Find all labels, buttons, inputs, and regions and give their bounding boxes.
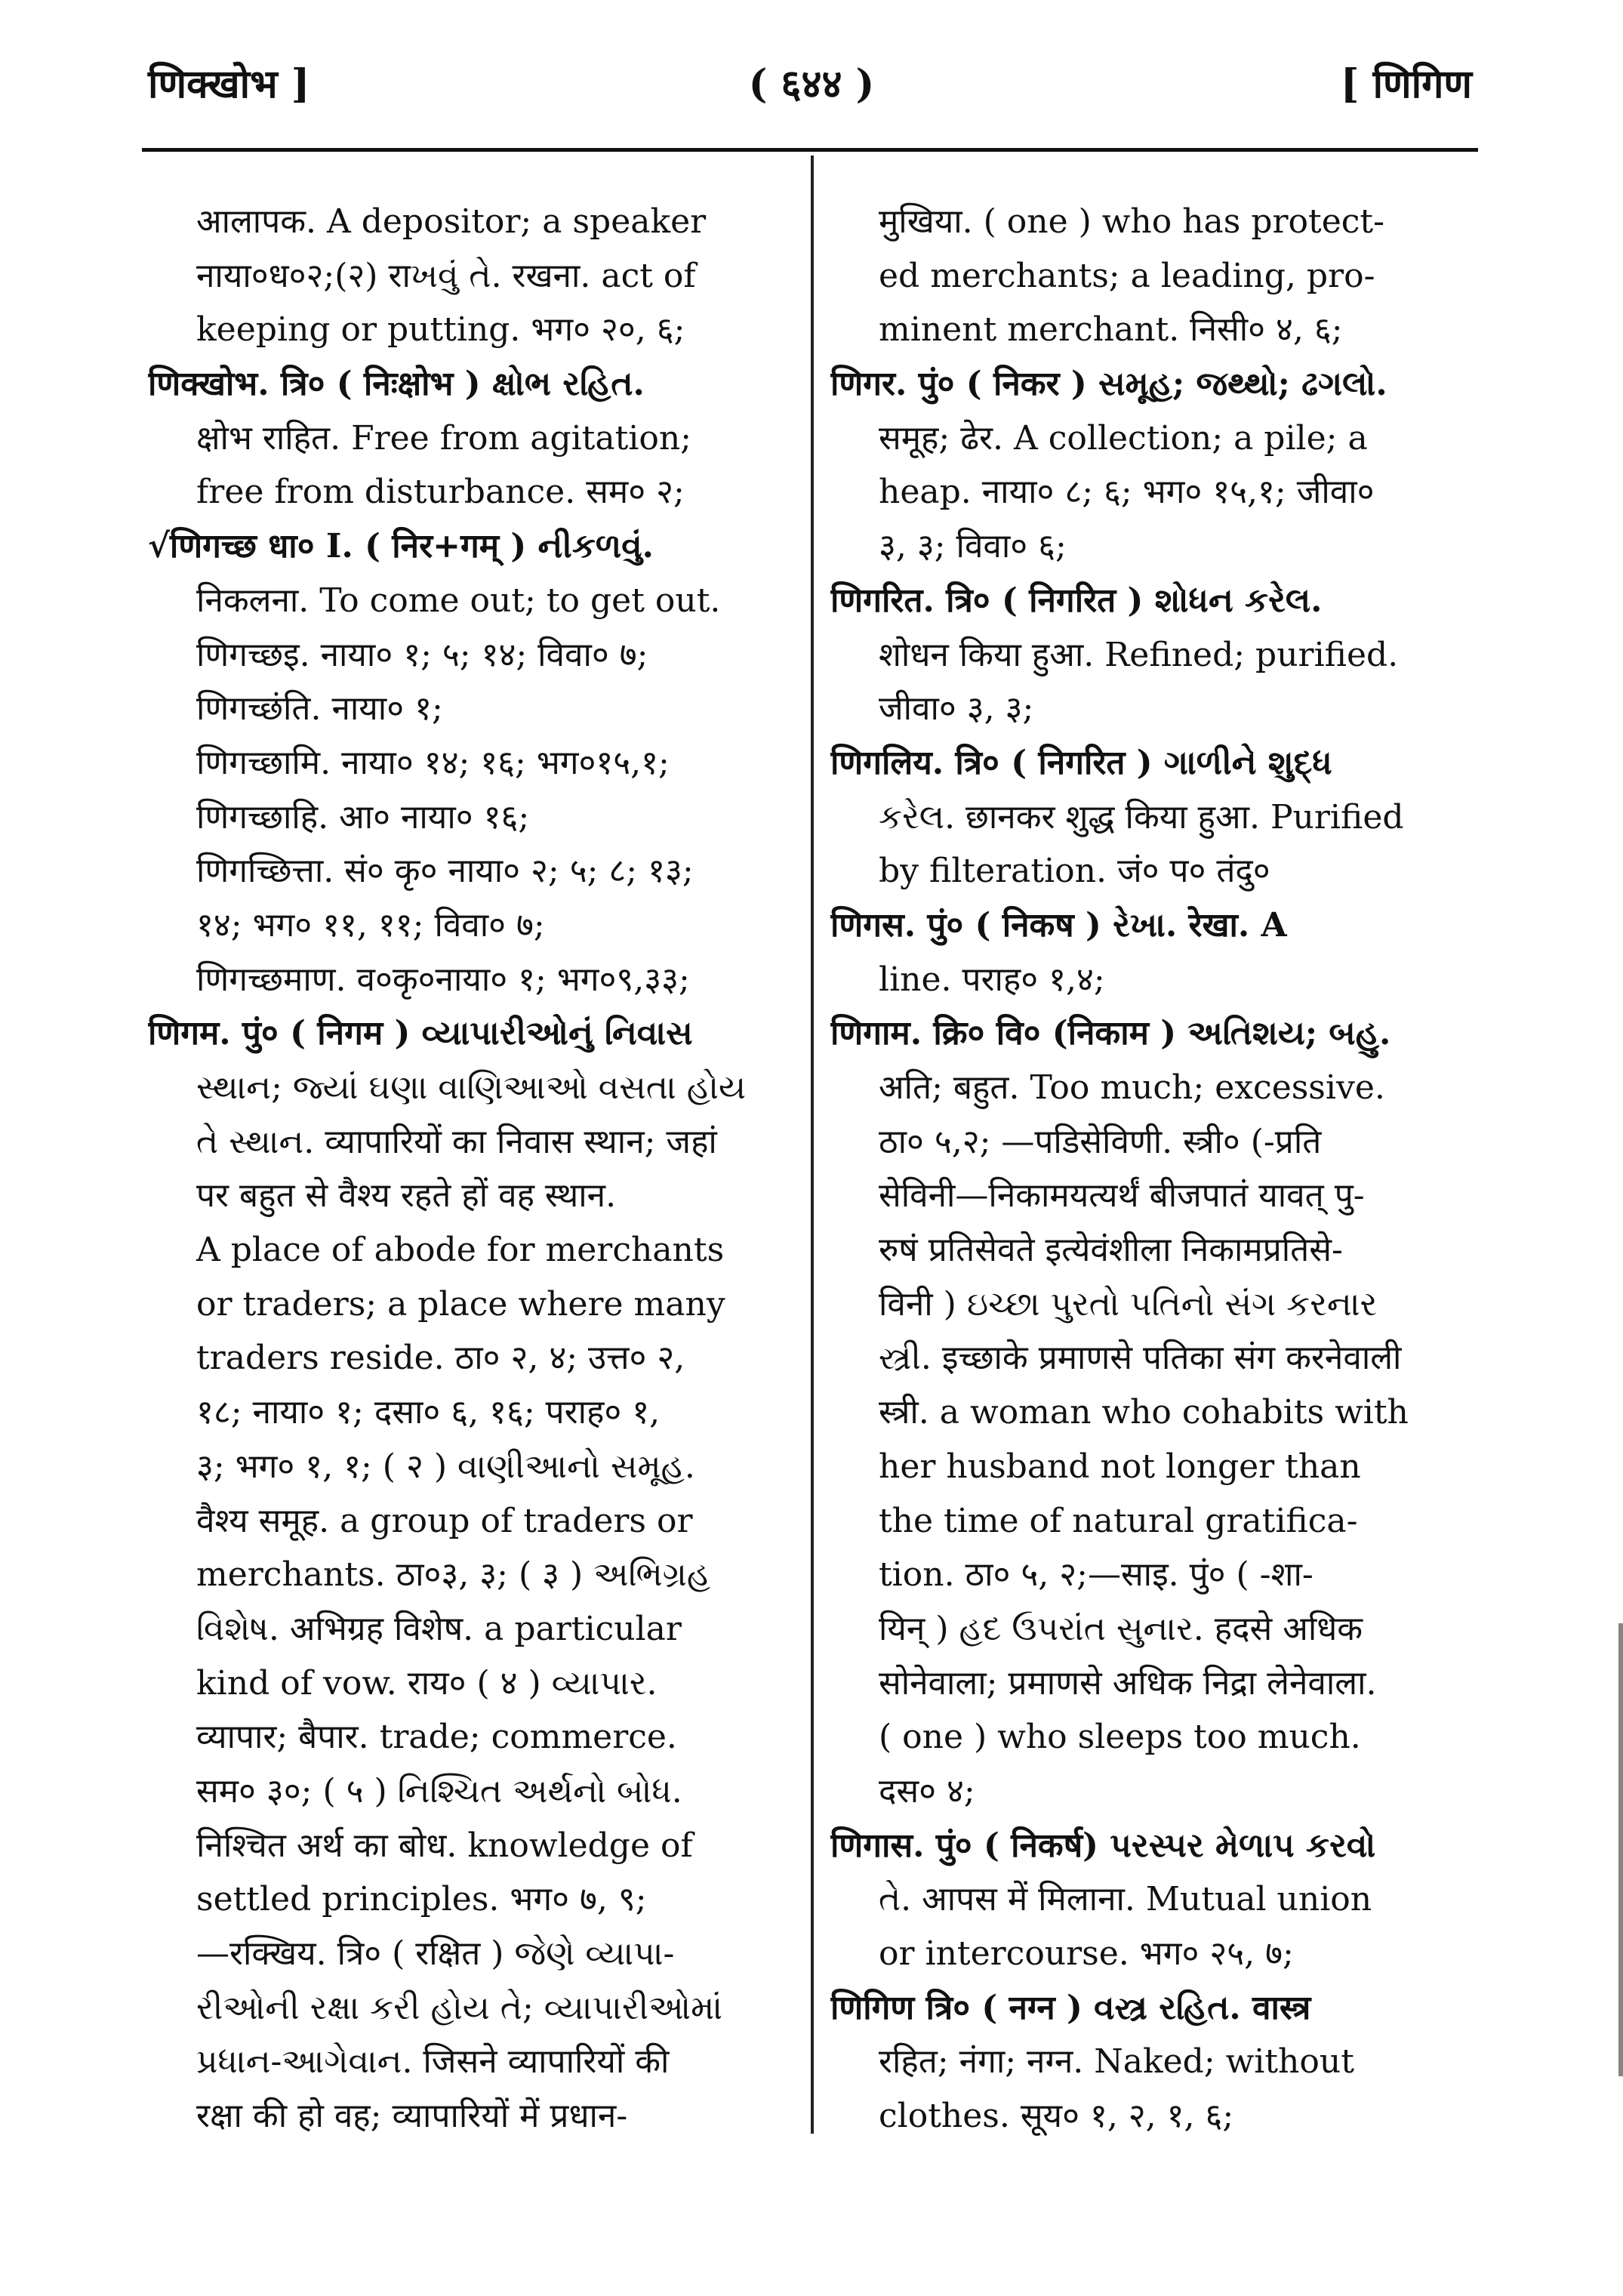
entry-headword-line: √णिगच्छ धा० I. ( निर+गम् ) નીકળવું. (148, 527, 654, 566)
entry-text-line: keeping or putting. भग० २०, ६; (196, 310, 685, 350)
entry-headword-line: णिगरित. त्रि० ( निगरित ) શોધન કરેલ. (830, 581, 1323, 620)
entry-text-line: ठा० ५,२; —पडिसेविणी. स्त्री० (-प्रति (879, 1122, 1322, 1161)
entry-text-line: सेविनी—निकामयत्यर्थं बीजपातं यावत् पु- (879, 1176, 1365, 1216)
running-head-left: णिक्खोभ ] (148, 61, 310, 107)
entry-text-line: or traders; a place where many (196, 1284, 725, 1324)
scan-edge-mark (1618, 1623, 1623, 2076)
entry-text-line: णिगच्छाहि. आ० नाया० १६; (196, 797, 530, 837)
entry-text-line: सोनेवाला; प्रमाणसे अधिक निद्रा लेनेवाला. (879, 1663, 1377, 1703)
entry-text-line: settled principles. भग० ७, ९; (196, 1880, 647, 1919)
entry-text-line: निश्चित अर्थ का बोध. knowledge of (196, 1826, 693, 1865)
entry-headword-line: णिगाम. क्रि० वि० (निकाम ) અતિશય; બહુ. (830, 1014, 1391, 1053)
entry-text-line: —रक्खिय. त्रि० ( रक्षित ) જેણે વ્યાપા- (196, 1934, 675, 1973)
entry-text-line: णिगच्छंति. नाया० १; (196, 689, 443, 729)
entry-text-line: merchants. ठा०३, ३; ( ३ ) અભિગ્રહ (196, 1555, 711, 1595)
entry-text-line: दस० ४; (879, 1771, 975, 1811)
entry-text-line: tion. ठा० ५, २;—साइ. पुं० ( -शा- (879, 1555, 1313, 1595)
entry-text-line: वैश्य समूह. a group of traders or (196, 1501, 693, 1540)
entry-headword-line: णिगलिय. त्रि० ( निगरित ) ગાળીને શુદ્ધ (830, 743, 1332, 782)
entry-headword-line: णिगर. पुं० ( निकर ) સમૂહ; જથ્થો; ઢગલો. (830, 365, 1387, 404)
entry-text-line: line. पराह० १,४; (879, 960, 1105, 999)
entry-text-line: kind of vow. राय० ( ४ ) વ્યાપાર. (196, 1663, 658, 1703)
entry-text-line: તે સ્થાન. व्यापारियों का निवास स्थान; जहां (196, 1122, 717, 1161)
entry-text-line: minent merchant. निसी० ४, ६; (879, 310, 1343, 350)
entry-text-line: ed merchants; a leading, pro- (879, 256, 1375, 295)
entry-text-line: जीवा० ३, ३; (879, 689, 1034, 729)
entry-text-line: વિશેષ. अभिग्रह विशेष. a particular (196, 1609, 682, 1648)
entry-text-line: heap. नाया० ८; ६; भग० १५,१; जीवा० (879, 473, 1375, 512)
entry-text-line: १८; नाया० १; दसा० ६, १६; पराह० १, (196, 1393, 661, 1432)
page-number: ( ६४४ ) (748, 61, 875, 107)
entry-text-line: मुखिया. ( one ) who has protect- (879, 202, 1384, 241)
entry-text-line: णिगच्छामि. नाया० १४; १६; भग०१५,१; (196, 743, 670, 782)
entry-text-line: रुषं प्रतिसेवते इत्येवंशीला निकामप्रतिसे- (879, 1231, 1343, 1270)
left-column (148, 195, 796, 2143)
entry-headword-line: णिगम. पुं० ( निगम ) વ્યાપારીઓનું નિવાસ (148, 1014, 693, 1053)
entry-text-line: आलापक. A depositor; a speaker (196, 202, 707, 241)
entry-text-line: णिगच्छित्ता. सं० कृ० नाया० २; ५; ८; १३; (196, 852, 694, 891)
entry-text-line: ३, ३; विवा० ६; (879, 527, 1067, 566)
header-rule (142, 148, 1478, 152)
entry-text-line: १४; भग० ११, ११; विवा० ७; (196, 905, 545, 945)
entry-text-line: व्यापार; बैपार. trade; commerce. (196, 1718, 677, 1757)
entry-text-line: સ્ત્રી. इच्छाके प्रमाणसे पतिका संग करनेवाली (879, 1339, 1402, 1378)
entry-text-line: स्त्री. a woman who cohabits with (879, 1393, 1409, 1432)
entry-text-line: A place of abode for merchants (196, 1231, 725, 1270)
entry-text-line: पर बहुत से वैश्य रहते हों वह स्थान. (196, 1176, 617, 1216)
entry-text-line: કરેલ. छानकर शुद्ध किया हुआ. Purified (879, 797, 1404, 837)
entry-text-line: रहित; नंगा; नग्न. Naked; without (879, 2042, 1354, 2082)
entry-text-line: विनी ) ઇચ્છા પુરતો પતિનો સંગ કરનાર (879, 1284, 1378, 1324)
entry-headword-line: णिक्खोभ. त्रि० ( निःक्षोभ ) ક્ષોભ રહિત. (148, 365, 645, 404)
entry-text-line: समूह; ढेर. A collection; a pile; a (879, 418, 1368, 458)
entry-headword-line: णिगिण त्रि० ( नग्न ) વસ્ત્ર રહિત. वास्त्र (830, 1988, 1311, 2027)
entry-text-line: free from disturbance. सम० २; (196, 473, 685, 512)
entry-text-line: ( one ) who sleeps too much. (879, 1718, 1361, 1757)
entry-text-line: clothes. सूय० १, २, १, ६; (879, 2097, 1234, 2136)
entry-text-line: સ્થાન; જ્યાં ઘણા વાણિઆઓ વસતા હોય (196, 1068, 747, 1107)
entry-text-line: ३; भग० १, १; ( २ ) વાણીઆનો સમૂહ. (196, 1447, 695, 1486)
entry-headword-line: णिगस. पुं० ( निकष ) રેખા. रेखा. A (830, 905, 1287, 945)
right-column (830, 195, 1471, 2143)
entry-text-line: the time of natural gratifica- (879, 1501, 1358, 1540)
entry-text-line: निकलना. To come out; to get out. (196, 581, 721, 620)
entry-text-line: णिगच्छइ. नाया० १; ५; १४; विवा० ७; (196, 635, 648, 674)
entry-text-line: by filteration. जं० प० तंदु० (879, 852, 1270, 891)
entry-text-line: તે. आपस में मिलाना. Mutual union (879, 1880, 1372, 1919)
entry-text-line: क्षोभ राहित. Free from agitation; (196, 418, 692, 458)
entry-text-line: પ્રધાન-આગેવાન. जिसने व्यापारियों की (196, 2042, 670, 2082)
running-head-right: [ णिगिण (1340, 61, 1472, 107)
entry-text-line: traders reside. ठा० २, ४; उत्त० २, (196, 1339, 685, 1378)
entry-text-line: or intercourse. भग० २५, ७; (879, 1934, 1294, 1973)
entry-text-line: यिन् ) હદ ઉપરાંત સુનાર. हदसे अधिक (879, 1609, 1363, 1648)
column-divider (811, 156, 814, 2134)
entry-text-line: રીઓની રક્ષા કરી હોય તે; વ્યાપારીઓમાં (196, 1988, 722, 2027)
entry-text-line: सम० ३०; ( ५ ) નિશ્ચિત અર્થનો બોધ. (196, 1771, 682, 1811)
entry-text-line: रक्षा की हो वह; व्यापारियों में प्रधान- (196, 2097, 628, 2136)
entry-text-line: अति; बहुत. Too much; excessive. (879, 1068, 1385, 1107)
entry-headword-line: णिगास. पुं० ( निकर्ष) પરસ્પર મેળાપ કરવો (830, 1826, 1376, 1865)
entry-text-line: शोधन किया हुआ. Refined; purified. (879, 635, 1399, 674)
entry-text-line: her husband not longer than (879, 1447, 1361, 1486)
entry-text-line: णिगच्छमाण. व०कृ०नाया० १; भग०९,३३; (196, 960, 690, 999)
entry-text-line: नाया०ध०२;(२) राખવું તે. रखना. act of (196, 256, 696, 295)
